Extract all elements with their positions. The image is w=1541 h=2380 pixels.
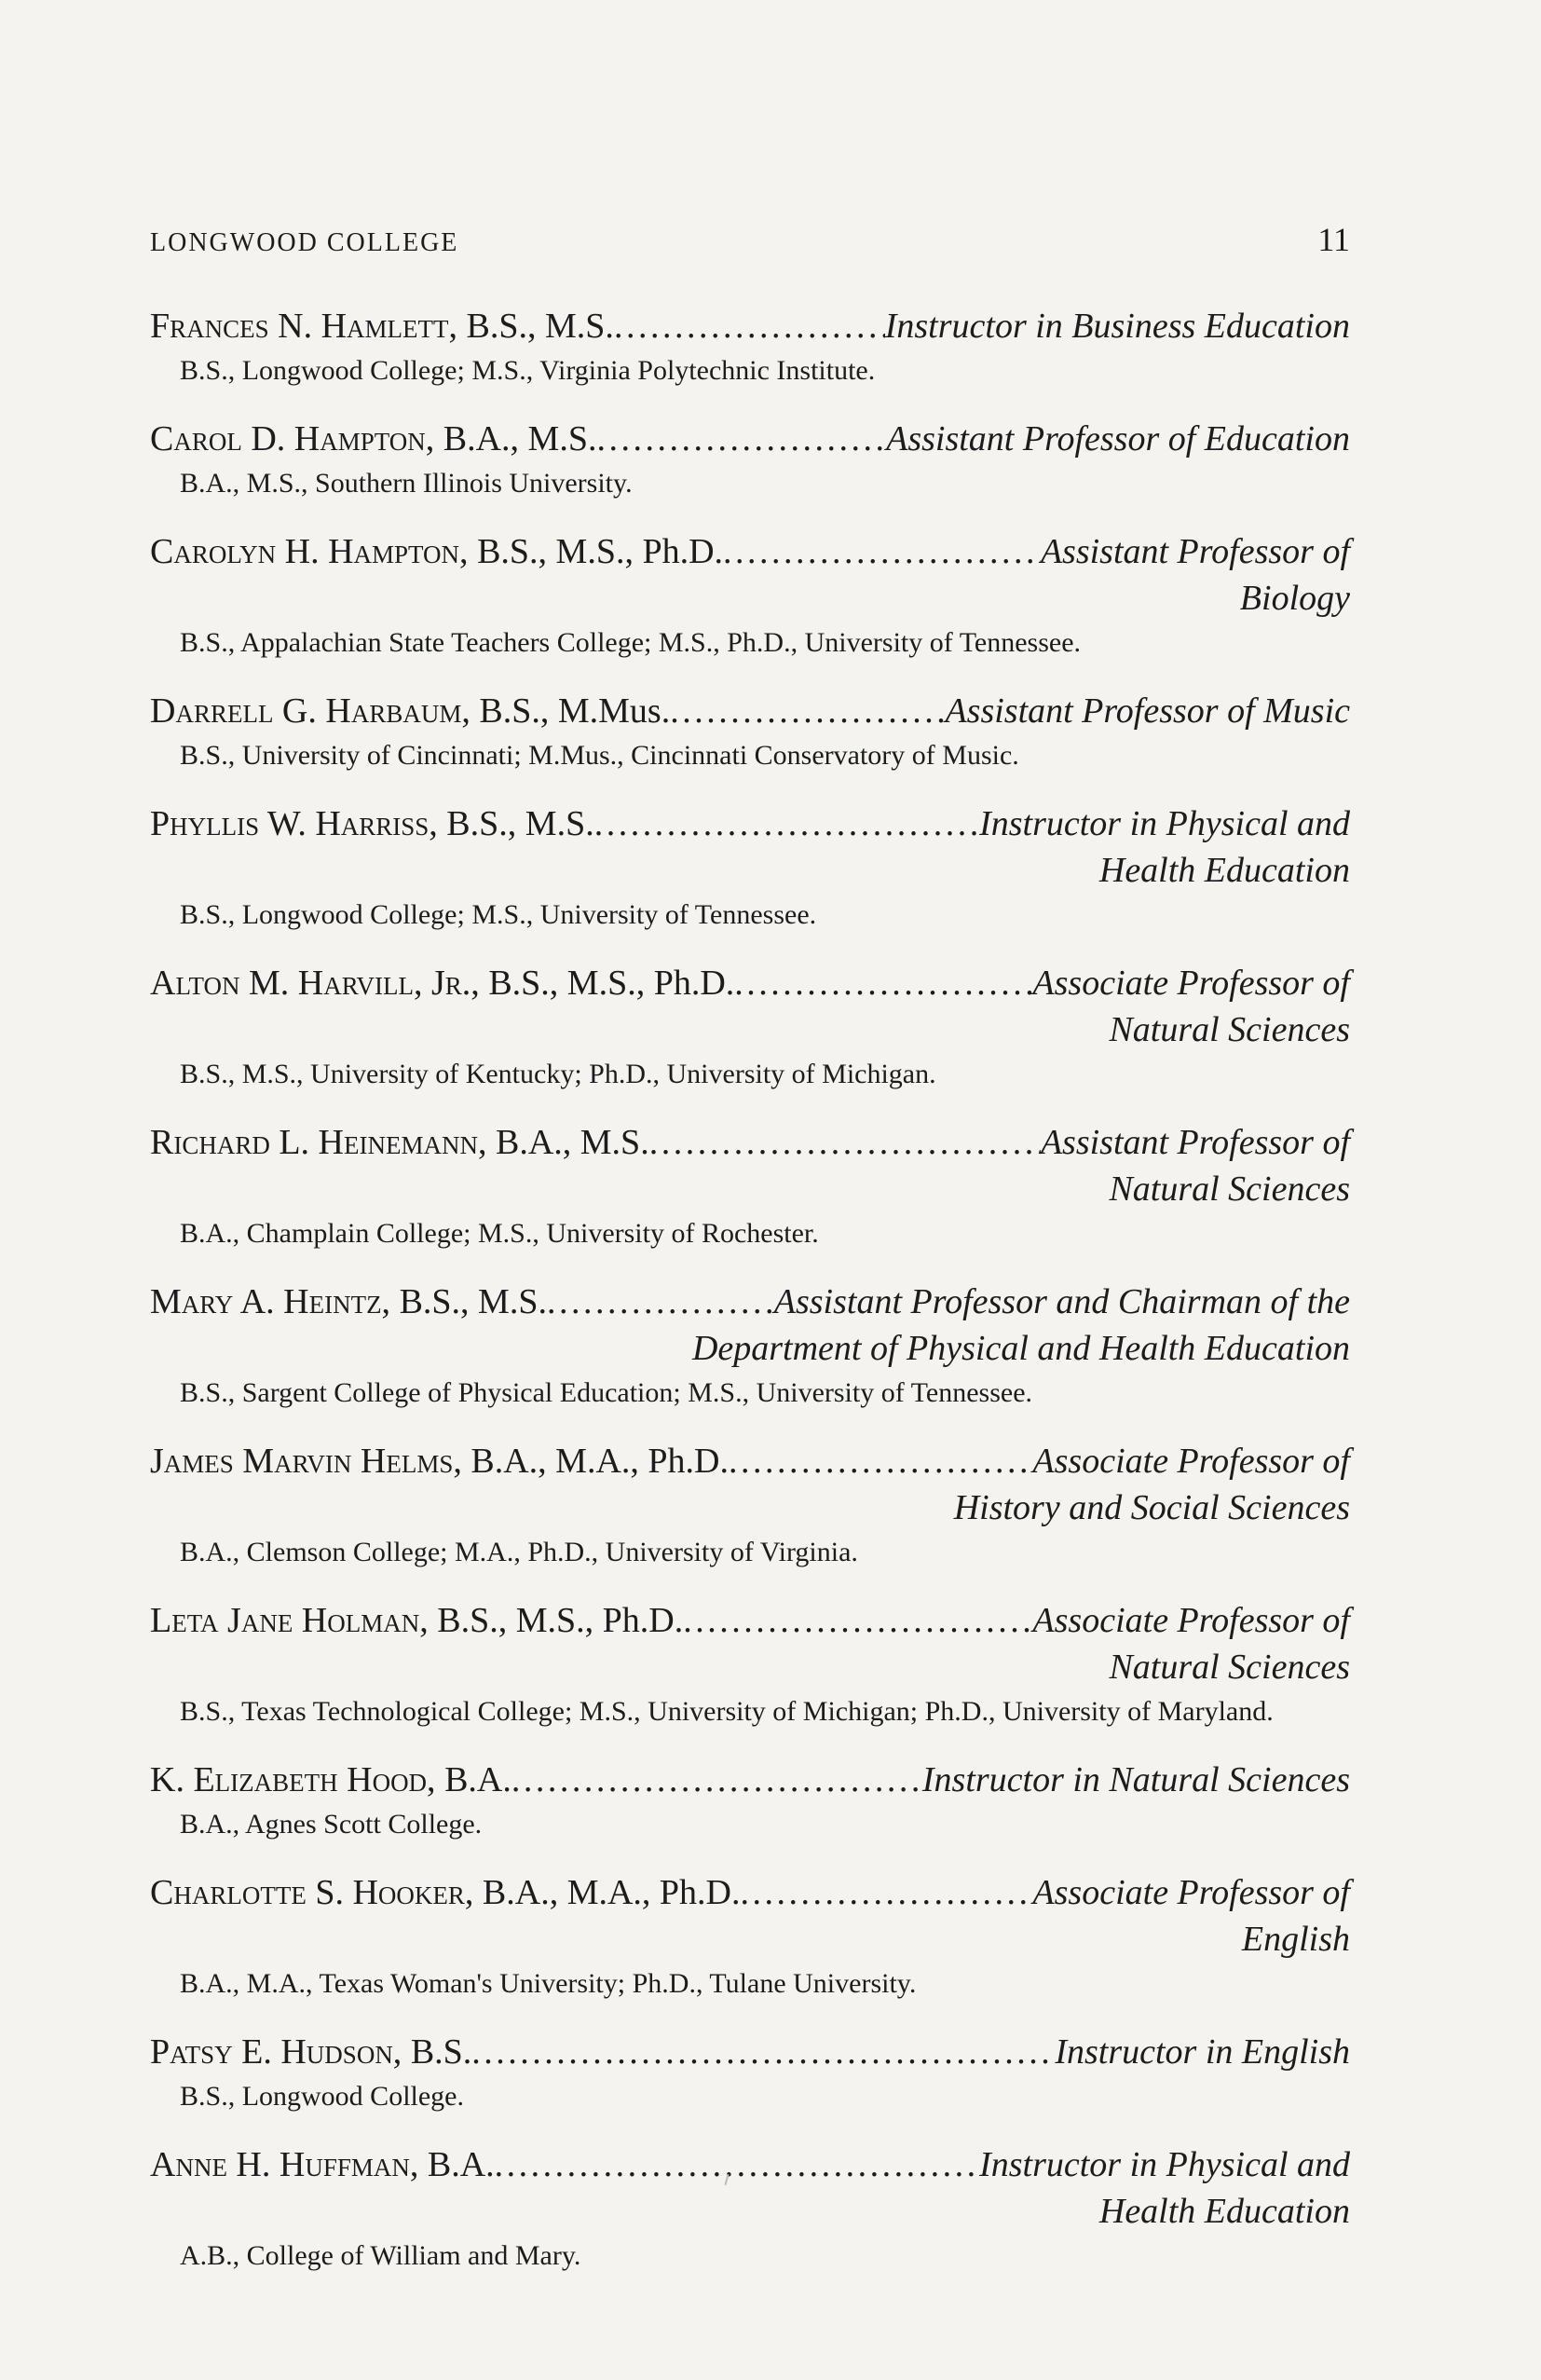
faculty-name: Phyllis W. Harriss, <box>150 804 438 843</box>
dot-leader <box>471 2029 1055 2075</box>
faculty-title: Instructor in Business Education <box>884 307 1350 346</box>
faculty-title: Associate Professor of <box>1032 1873 1350 1912</box>
faculty-name: Darrell G. Harbaum, <box>150 691 470 731</box>
faculty-name: Richard L. Heinemann, <box>150 1123 487 1162</box>
faculty-entry <box>150 1757 1350 1840</box>
faculty-entry <box>150 528 1350 658</box>
dot-leader <box>723 528 1041 575</box>
entry-heading <box>150 1597 1350 1644</box>
faculty-degrees: B.A. <box>418 2145 495 2184</box>
dot-leader <box>649 1119 1041 1166</box>
faculty-education: B.A., M.A., Texas Woman's University; Ph.D., Tulane University. <box>180 1968 917 1999</box>
page-header <box>150 220 1350 259</box>
faculty-degrees: B.S., M.Mus. <box>470 691 671 731</box>
faculty-education: B.S., Appalachian State Teachers College; M.S., Ph.D., University of Tennessee. <box>180 627 1082 658</box>
entry-heading <box>150 800 1350 847</box>
faculty-title: Associate Professor of <box>1032 1442 1350 1481</box>
faculty-degrees: B.A., M.A., Ph.D. <box>473 1873 741 1912</box>
faculty-title: Assistant Professor of Education <box>886 419 1350 458</box>
faculty-name: K. Elizabeth Hood, <box>150 1760 436 1799</box>
faculty-entry <box>150 2029 1350 2112</box>
faculty-entry <box>150 688 1350 771</box>
faculty-title: Associate Professor of <box>1032 964 1350 1003</box>
faculty-entry <box>150 303 1350 386</box>
running-head: LONGWOOD COLLEGE <box>150 228 459 257</box>
dot-leader <box>511 1757 922 1803</box>
entry-heading <box>150 1438 1350 1484</box>
entry-heading <box>150 2029 1350 2075</box>
faculty-name: Alton M. Harvill, Jr., <box>150 964 480 1003</box>
faculty-name: Carolyn H. Hampton, <box>150 532 469 571</box>
faculty-entry <box>150 1279 1350 1408</box>
faculty-title: Assistant Professor of Music <box>945 691 1350 731</box>
faculty-title: Instructor in Natural Sciences <box>921 1760 1350 1799</box>
entry-heading <box>150 1279 1350 1325</box>
faculty-name: Charlotte S. Hooker, <box>150 1873 474 1912</box>
faculty-title-continued: English <box>1241 1920 1350 1959</box>
faculty-entry <box>150 1869 1350 1999</box>
faculty-education: B.S., Longwood College; M.S., University of Tennessee. <box>180 899 817 930</box>
faculty-title-continued: Natural Sciences <box>1109 1010 1350 1049</box>
faculty-education: B.A., Agnes Scott College. <box>180 1809 483 1840</box>
entry-heading <box>150 1757 1350 1803</box>
faculty-degrees: B.A., M.A., Ph.D. <box>461 1442 729 1481</box>
faculty-title-continued: Health Education <box>1098 851 1350 890</box>
faculty-degrees: B.S. <box>402 2032 472 2072</box>
faculty-degrees: B.S., M.S., Ph.D. <box>479 964 735 1003</box>
dot-leader <box>741 1869 1033 1916</box>
faculty-title: Assistant Professor of <box>1040 532 1350 571</box>
faculty-name: Patsy E. Hudson, <box>150 2032 402 2072</box>
faculty-title: Assistant Professor of <box>1040 1123 1350 1162</box>
entry-heading <box>150 528 1350 575</box>
faculty-entry <box>150 1438 1350 1567</box>
faculty-degrees: B.S., M.S., Ph.D. <box>428 1601 684 1640</box>
faculty-title: Instructor in Physical and <box>979 2145 1350 2184</box>
faculty-education: A.B., College of William and Mary. <box>180 2240 581 2271</box>
faculty-degrees: B.A., M.S. <box>434 419 597 458</box>
faculty-title-continued: Biology <box>1239 579 1350 618</box>
faculty-name: Anne H. Huffman, <box>150 2145 419 2184</box>
faculty-title: Instructor in Physical and <box>979 804 1350 843</box>
faculty-title-continued: Natural Sciences <box>1109 1169 1350 1209</box>
faculty-title: Assistant Professor and Chairman of the <box>773 1282 1350 1321</box>
faculty-title: Instructor in English <box>1055 2032 1350 2072</box>
dot-leader <box>547 1279 774 1325</box>
faculty-education: B.S., Longwood College. <box>180 2081 464 2112</box>
faculty-education: B.A., M.S., Southern Illinois University. <box>180 468 633 499</box>
faculty-degrees: B.A., M.S. <box>486 1123 649 1162</box>
dot-leader <box>495 2141 979 2188</box>
faculty-list <box>150 303 1350 2301</box>
entry-heading <box>150 1119 1350 1166</box>
dot-leader <box>729 1438 1032 1484</box>
dot-leader <box>596 416 886 462</box>
faculty-entry <box>150 1597 1350 1727</box>
dot-leader <box>670 688 945 734</box>
faculty-entry <box>150 960 1350 1089</box>
faculty-education: B.S., Texas Technological College; M.S., University of Michigan; Ph.D., University of Maryland. <box>180 1696 1274 1727</box>
faculty-degrees: B.S., M.S. <box>457 307 614 346</box>
faculty-name: Leta Jane Holman, <box>150 1601 429 1640</box>
entry-heading <box>150 688 1350 734</box>
dot-leader <box>683 1597 1032 1644</box>
faculty-name: Frances N. Hamlett, <box>150 307 458 346</box>
dot-leader <box>734 960 1032 1006</box>
faculty-entry <box>150 800 1350 930</box>
entry-heading <box>150 416 1350 462</box>
faculty-education: B.S., M.S., University of Kentucky; Ph.D., University of Michigan. <box>180 1059 936 1089</box>
entry-heading <box>150 303 1350 349</box>
faculty-degrees: B.S., M.S., Ph.D. <box>468 532 724 571</box>
faculty-degrees: B.S., M.S. <box>437 804 594 843</box>
entry-heading <box>150 2141 1350 2188</box>
faculty-degrees: B.S., M.S. <box>390 1282 547 1321</box>
faculty-education: B.S., Longwood College; M.S., Virginia Polytechnic Institute. <box>180 355 876 386</box>
faculty-title: Associate Professor of <box>1032 1601 1350 1640</box>
entry-heading <box>150 1869 1350 1916</box>
faculty-entry <box>150 1119 1350 1249</box>
faculty-name: James Marvin Helms, <box>150 1442 462 1481</box>
faculty-degrees: B.A. <box>435 1760 511 1799</box>
entry-heading <box>150 960 1350 1006</box>
faculty-education: B.A., Champlain College; M.S., University of Rochester. <box>180 1218 819 1249</box>
faculty-name: Carol D. Hampton, <box>150 419 435 458</box>
faculty-entry <box>150 416 1350 499</box>
faculty-entry <box>150 2141 1350 2271</box>
faculty-title-continued: Natural Sciences <box>1109 1648 1350 1687</box>
faculty-title-continued: History and Social Sciences <box>953 1488 1350 1527</box>
dot-leader <box>614 303 885 349</box>
faculty-education: B.A., Clemson College; M.A., Ph.D., University of Virginia. <box>180 1537 858 1567</box>
faculty-title-continued: Department of Physical and Health Education <box>691 1329 1350 1368</box>
dot-leader <box>594 800 979 847</box>
faculty-education: B.S., Sargent College of Physical Education; M.S., University of Tennessee. <box>180 1377 1033 1408</box>
faculty-title-continued: Health Education <box>1098 2192 1350 2231</box>
page-number: 11 <box>1317 221 1350 258</box>
faculty-name: Mary A. Heintz, <box>150 1282 391 1321</box>
faculty-education: B.S., University of Cincinnati; M.Mus., Cincinnati Conservatory of Music. <box>180 740 1019 771</box>
